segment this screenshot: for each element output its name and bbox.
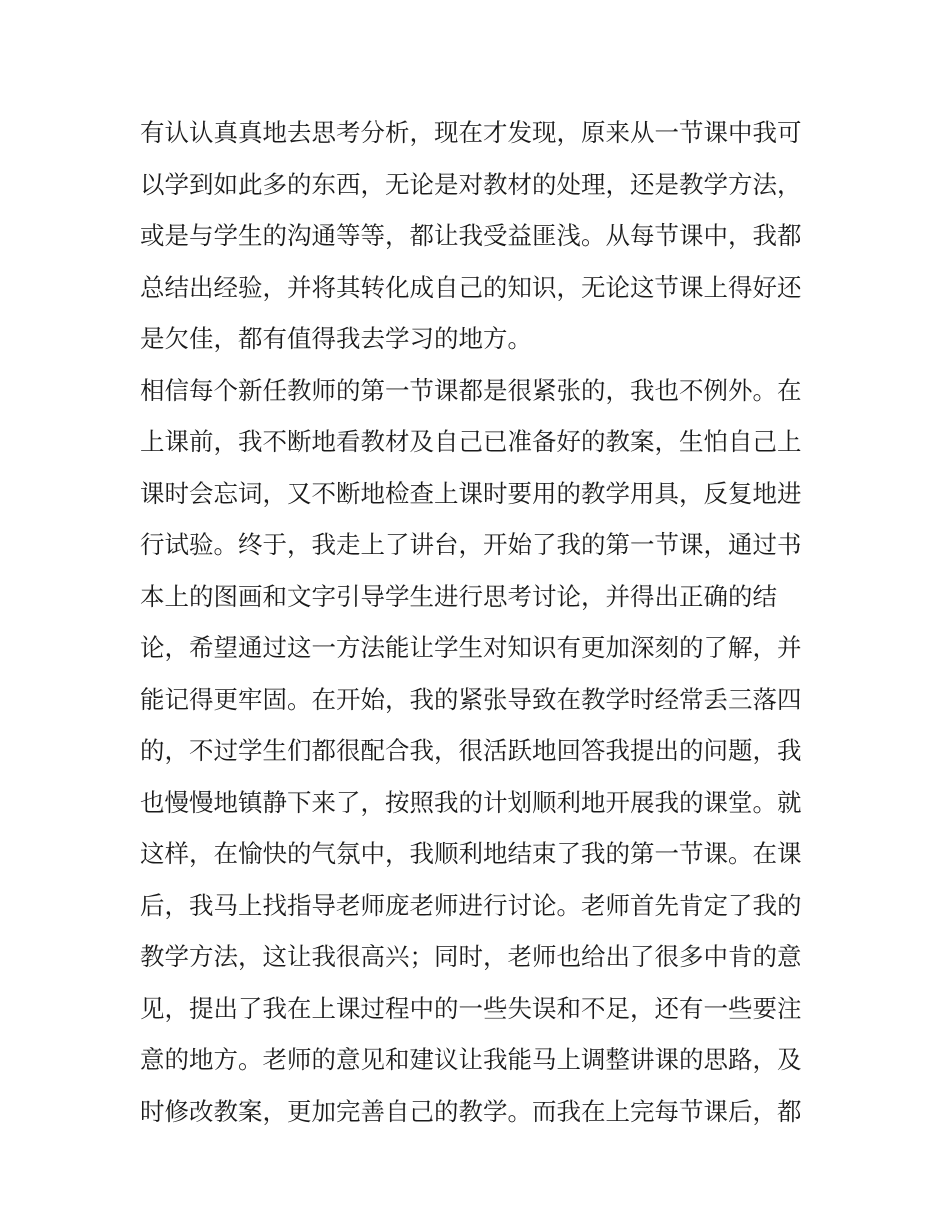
text-line: 上课前，我不断地看教材及自己已准备好的教案，生怕自己上 (140, 427, 802, 456)
text-line: 论，希望通过这一方法能让学生对知识有更加深刻的了解，并 (140, 633, 802, 662)
text-line: 以学到如此多的东西，无论是对教材的处理，还是教学方法， (140, 169, 802, 199)
text-line: 行试验。终于，我走上了讲台，开始了我的第一节课，通过书 (140, 530, 802, 559)
text-line: 后，我马上找指导老师庞老师进行讨论。老师首先肯定了我的 (140, 890, 802, 920)
text-line: 时修改教案，更加完善自己的教学。而我在上完每节课后，都 (140, 1096, 802, 1126)
text-line: 课时会忘词，又不断地检查上课时要用的教学用具，反复地进 (140, 478, 802, 508)
text-line: 总结出经验，并将其转化成自己的知识，无论这节课上得好还 (140, 272, 802, 302)
body-text (140, 107, 820, 1137)
text-line: 有认认真真地去思考分析，现在才发现，原来从一节课中我可 (140, 118, 802, 147)
paragraph-1 (140, 107, 820, 365)
text-line: 也慢慢地镇静下来了，按照我的计划顺利地开展我的课堂。就 (140, 787, 802, 817)
text-line: 见，提出了我在上课过程中的一些失误和不足，还有一些要注 (140, 993, 802, 1023)
text-line: 或是与学生的沟通等等，都让我受益匪浅。从每节课中，我都 (140, 221, 802, 250)
text-line: 本上的图画和文字引导学生进行思考讨论，并得出正确的结 (140, 581, 777, 611)
text-line: 这样，在愉快的气氛中，我顺利地结束了我的第一节课。在课 (140, 839, 802, 868)
text-line: 的，不过学生们都很配合我，很活跃地回答我提出的问题，我 (140, 736, 802, 765)
text-line: 教学方法，这让我很高兴；同时，老师也给出了很多中肯的意 (140, 942, 802, 971)
text-line: 相信每个新任教师的第一节课都是很紧张的，我也不例外。在 (140, 375, 802, 405)
text-line: 意的地方。老师的意见和建议让我能马上调整讲课的思路，及 (140, 1045, 802, 1074)
text-line: 能记得更牢固。在开始，我的紧张导致在教学时经常丢三落四 (140, 684, 802, 714)
text-line: 是欠佳，都有值得我去学习的地方。 (140, 324, 532, 353)
paragraph-2 (140, 365, 820, 1138)
